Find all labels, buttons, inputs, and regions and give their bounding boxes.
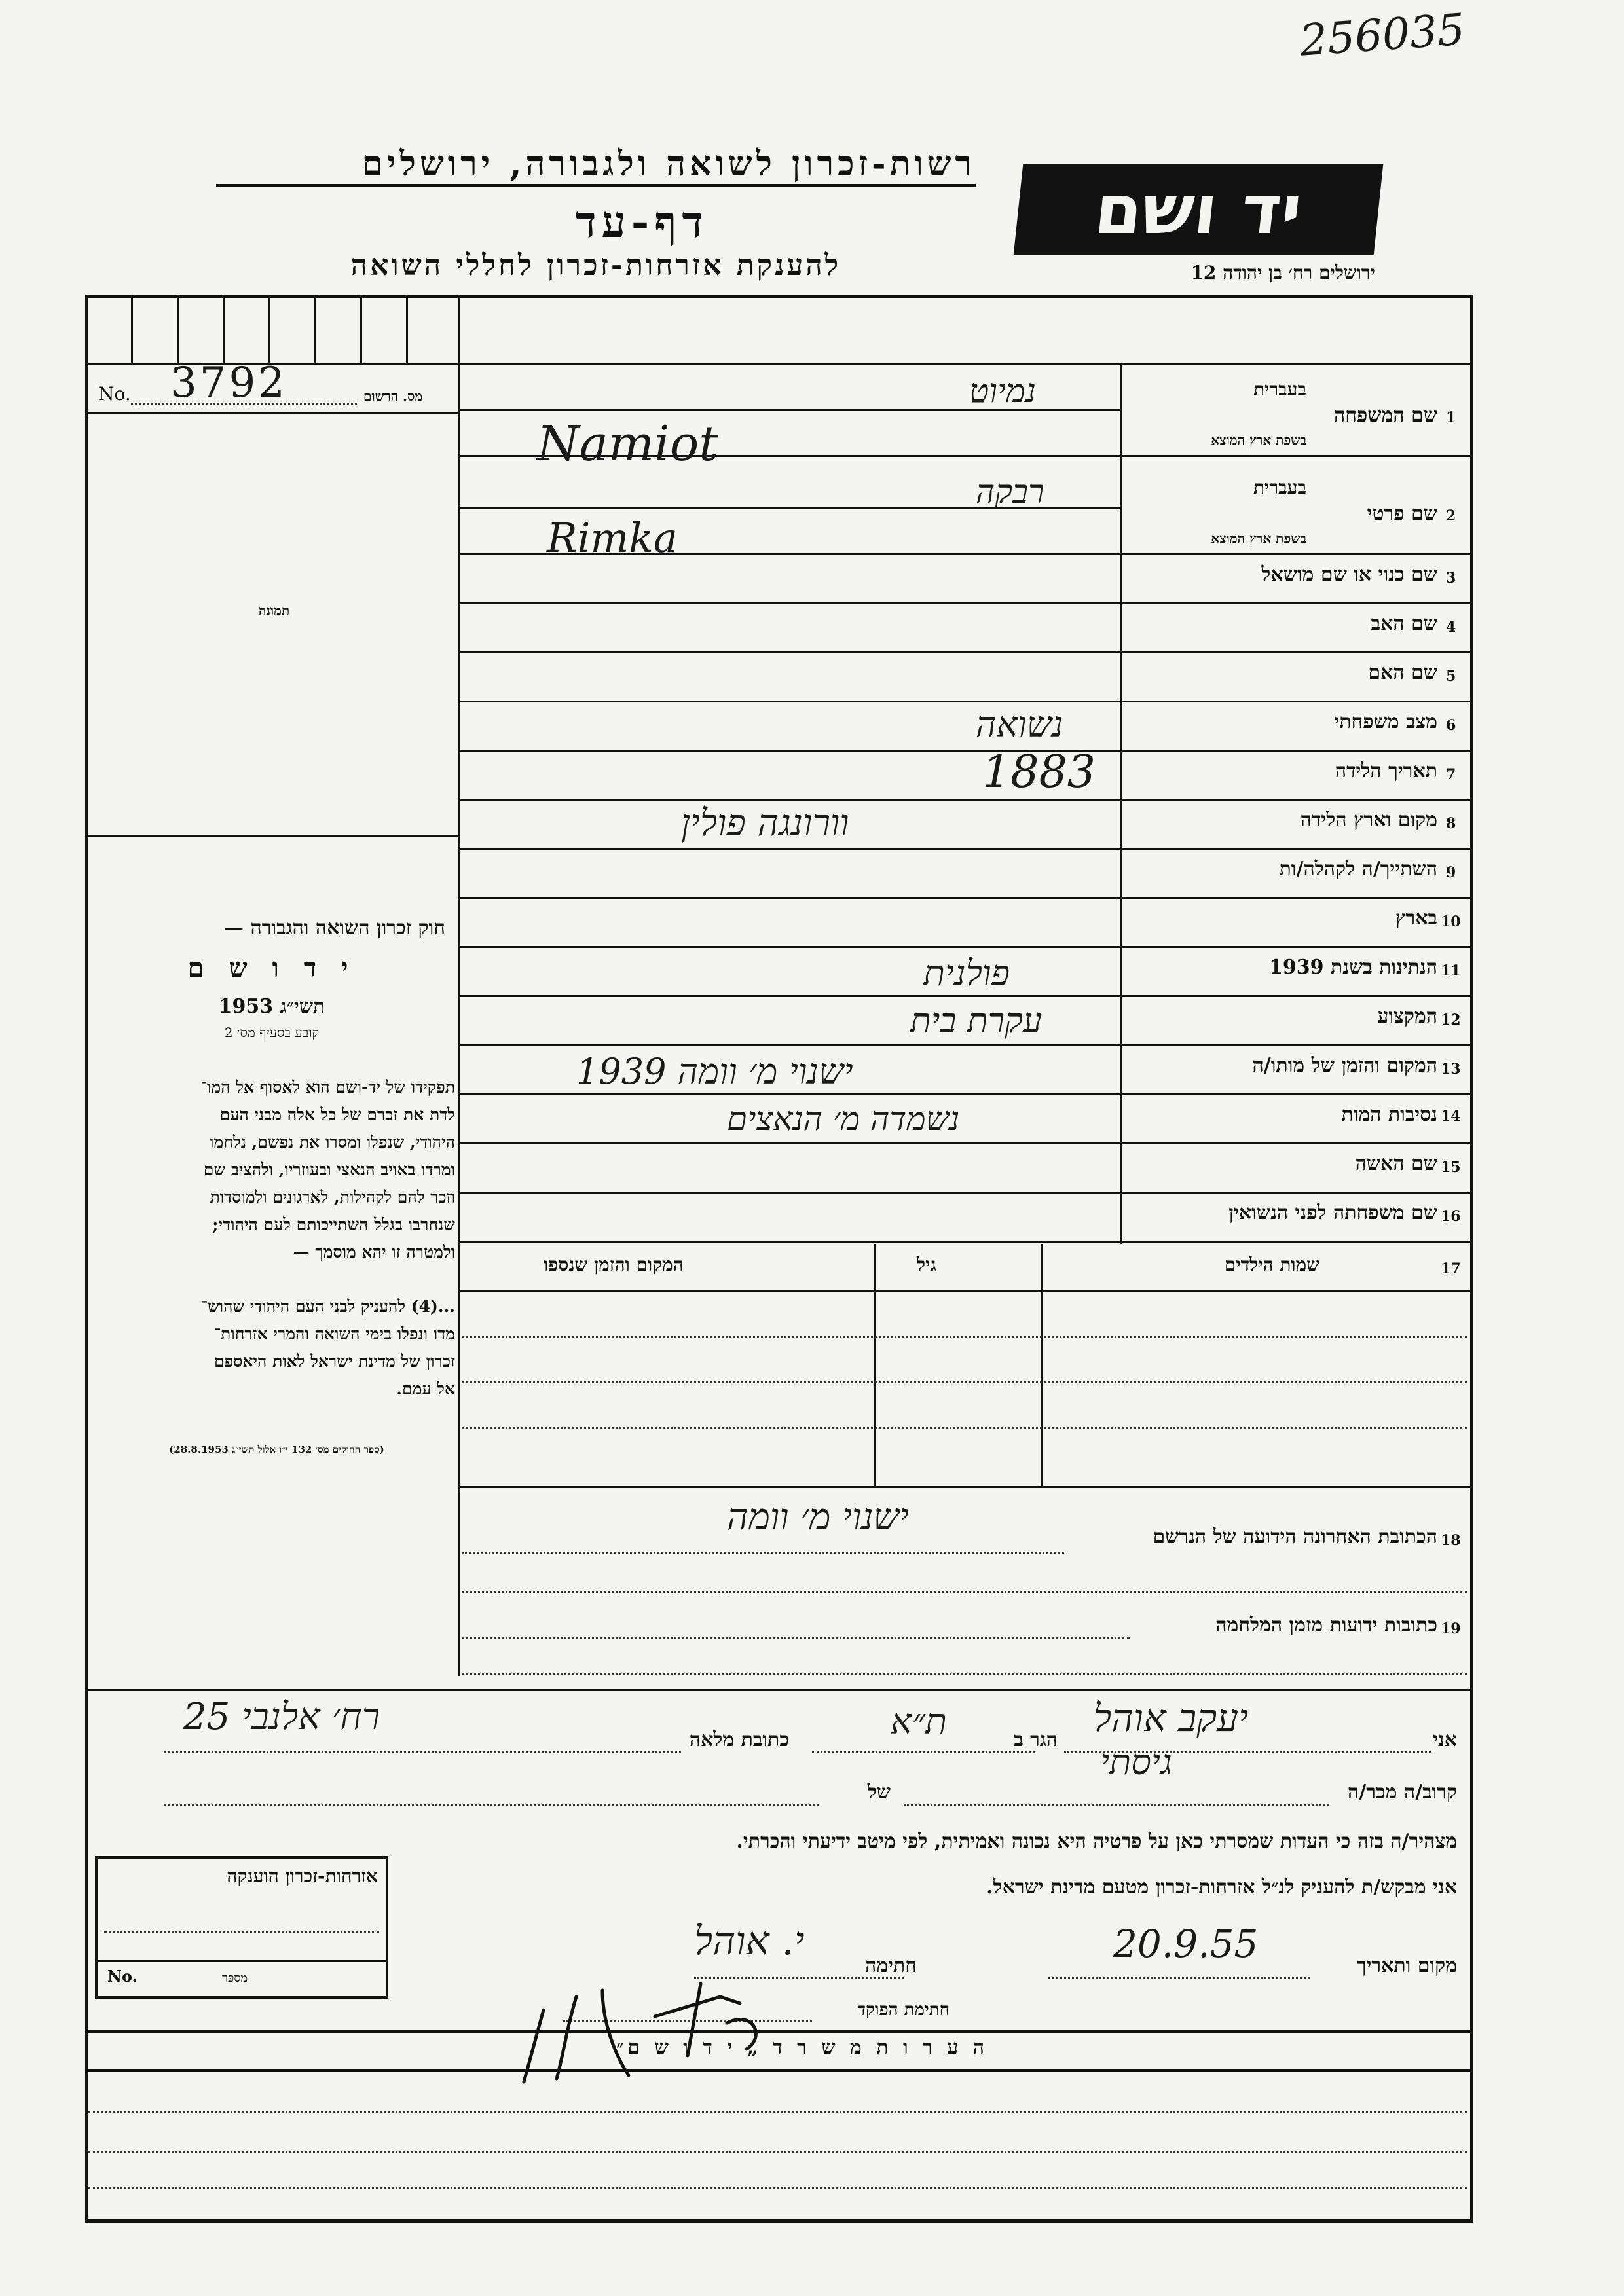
field-2-local-value: Rimka [547, 514, 678, 562]
law-line: ...(4) להעניק לבני העם היהודי שהוש־ [201, 1297, 455, 1316]
field-8-num: 8 [1446, 815, 1456, 832]
field-2-hebrew-label: בעברית [1253, 477, 1306, 498]
field-5-num: 5 [1446, 668, 1456, 685]
field-8-value: וורונגה פולין [681, 802, 849, 845]
field-10-num: 10 [1441, 913, 1461, 930]
law-line: ולמטרה זו יהא מוסמך — [293, 1243, 455, 1262]
field-3-num: 3 [1446, 570, 1456, 587]
field-12-label: המקצוע [1377, 1005, 1437, 1028]
law-line: לדת את זכרם של כל אלה מבני העם [219, 1105, 455, 1124]
field-11-num: 11 [1441, 962, 1461, 979]
law-paragraph-2 [98, 1293, 455, 1403]
field-2-hebrew-value: רבקה [976, 473, 1044, 511]
field-7-value: 1883 [982, 746, 1096, 798]
law-line: מדו ונפלו בימי השואה והמרי אזרחות־ [214, 1324, 455, 1343]
field-2-num: 2 [1446, 507, 1456, 524]
law-line: תפקידו של יד-ושם הוא לאסוף אל המו־ [200, 1078, 455, 1097]
children-header-names: שמות הילדים [1224, 1254, 1320, 1275]
field-12-num: 12 [1441, 1011, 1461, 1029]
law-line: וזכר להם לקהילות, לארגונים ולמוסדות [210, 1188, 455, 1207]
field-14-label: נסיבות המות [1341, 1103, 1437, 1126]
field-10-label: בארץ [1395, 907, 1437, 930]
children-header-age: גיל [917, 1254, 936, 1275]
field-12-value: עקרת בית [910, 1002, 1043, 1041]
field-3-label: שם כנוי או שם מושאל [1261, 563, 1437, 586]
signature-value: י. אוהל [694, 1918, 805, 1964]
field-4-num: 4 [1446, 619, 1456, 636]
address-value: רח׳ אלנבי 25 [183, 1696, 380, 1738]
field-1-hebrew-value: נמיוט [969, 372, 1037, 410]
field-13-value: ישנוי מ׳ וומה 1939 [576, 1051, 853, 1092]
place-date-value: 20.9.55 [1113, 1922, 1259, 1966]
registration-no-label: No. [98, 383, 131, 405]
law-paragraph-1 [98, 1074, 455, 1266]
field-9-num: 9 [1446, 864, 1456, 881]
field-4-label: שם האב [1371, 612, 1437, 635]
law-citation: (ספר החוקים מס׳ 132 י״ו אלול תשי״ג 28.8.1953) [169, 1444, 384, 1455]
field-16-label: שם משפחתה לפני הנשואין [1228, 1201, 1437, 1224]
yad-vashem-logo [1014, 164, 1384, 255]
law-name: י ד ו ש ם [187, 953, 356, 983]
field-2-local-label: בשפת ארץ המוצא [1211, 530, 1306, 546]
resides-value: ת״א [891, 1701, 947, 1742]
field-11-label: הנתינות בשנת 1939 [1268, 956, 1437, 979]
address-label: כתובת מלאה [689, 1728, 789, 1751]
field-16-num: 16 [1441, 1208, 1461, 1225]
field-6-value: נשואה [976, 704, 1063, 745]
citizenship-box-no-label: No. [107, 1967, 138, 1986]
of-label: של [867, 1781, 891, 1804]
field-1-label: שם המשפחה [1333, 404, 1437, 427]
logo-address: ירושלים רח׳ בן יהודה 12 [1190, 262, 1375, 283]
field-6-label: מצב משפחתי [1334, 710, 1437, 733]
field-1-num: 1 [1446, 409, 1456, 426]
field-13-num: 13 [1441, 1061, 1461, 1078]
law-line: ומרדו באויב הנאצי ובעוזריו, ולהציב שם [203, 1160, 455, 1179]
law-year: תשי״ג 1953 [218, 995, 325, 1018]
field-18-label: הכתובת האחרונה הידועה של הנרשם [1153, 1525, 1437, 1548]
field-1-hebrew-label: בעברית [1253, 378, 1306, 400]
field-8-label: מקום וארץ הלידה [1300, 809, 1437, 831]
law-title: חוק זכרון השואה והגבורה — [224, 917, 445, 939]
signature-label: חתימה [865, 1954, 917, 1977]
field-1-local-label: בשפת ארץ המוצא [1211, 432, 1306, 448]
declaration-statement-2: אני מבקש/ת להעניק לנ״ל אזרחות-זכרון מטעם מדינת ישראל. [986, 1876, 1457, 1899]
relative-label: קרוב/ה מכר/ה [1348, 1781, 1457, 1804]
law-line: אל עמם. [396, 1379, 455, 1398]
declaration-statement-1: מצהיר/ה בזה כי העדות שמסרתי כאן על פרטיה היא נכונה ואמיתית, לפי מיטב ידיעתי והכרתי. [736, 1830, 1457, 1853]
law-line: זכרון של מדינת ישראל לאות היאספם [213, 1352, 455, 1371]
field-18-value: ישנוי מ׳ וומה [727, 1496, 909, 1539]
law-line: היהודי, שנפלו ומסרו את נפשם, נלחמו [209, 1133, 455, 1152]
form-subtitle: להענקת אזרחות-זכרון לחללי השואה [350, 249, 841, 282]
field-19-num: 19 [1441, 1620, 1461, 1637]
field-6-num: 6 [1446, 717, 1456, 734]
field-13-label: המקום והזמן של מותו/ה [1252, 1054, 1437, 1077]
field-19-label: כתובות ידועות מזמן המלחמה [1215, 1614, 1437, 1637]
photo-label: תמונה [259, 602, 290, 618]
form-title: דף-עד [575, 196, 709, 247]
field-7-label: תאריך הלידה [1335, 759, 1437, 782]
field-7-num: 7 [1446, 766, 1456, 783]
field-11-value: פולנית [923, 953, 1010, 994]
relative-value: גיסתי [1100, 1741, 1172, 1783]
field-15-num: 15 [1441, 1159, 1461, 1176]
field-2-label: שם פרטי [1367, 502, 1437, 525]
citizenship-box-number-label: מספר [222, 1971, 248, 1985]
top-boxes [85, 295, 458, 363]
field-5-label: שם האם [1368, 661, 1437, 684]
field-1-local-value: Namiot [537, 416, 718, 472]
registration-number: 3792 [170, 359, 287, 407]
registration-label: מס. הרשום [363, 388, 423, 404]
office-notes-label: ה ע ר ו ת מ ש ר ד „ י ד ו ש ם״ [616, 2036, 988, 2059]
field-14-value: נשמדה מ׳ הנאצים [727, 1100, 960, 1138]
field-9-label: השתייך/ה לקהלה/ות [1279, 858, 1437, 881]
law-line: שנחרבו בגלל השתייכותם לעם היהודי; [212, 1215, 455, 1234]
logo-text: יד ושם [1091, 170, 1306, 249]
field-17-num: 17 [1441, 1260, 1461, 1277]
law-clause: קובע בסעיף מס׳ 2 [224, 1025, 320, 1040]
officer-signature-label: חתימת הפוקד [857, 2000, 950, 2020]
field-15-label: שם האשה [1355, 1152, 1437, 1175]
children-header-place: המקום והזמן שנספו [544, 1254, 684, 1275]
declaration-i-label: אני [1433, 1728, 1457, 1751]
field-18-num: 18 [1441, 1532, 1461, 1549]
institution-name: רשות-זכרון לשואה ולגבורה, ירושלים [216, 144, 976, 187]
resides-label: הגר ב [1014, 1728, 1058, 1751]
declarant-name: יעקב אוהל [1094, 1696, 1249, 1740]
field-14-num: 14 [1441, 1108, 1461, 1125]
citizenship-box [95, 1856, 388, 1999]
place-date-label: מקום ותאריך [1356, 1954, 1457, 1977]
citizenship-box-title: אזרחות-זכרון הוענקה [227, 1865, 378, 1887]
archive-number: 256035 [1298, 4, 1467, 66]
